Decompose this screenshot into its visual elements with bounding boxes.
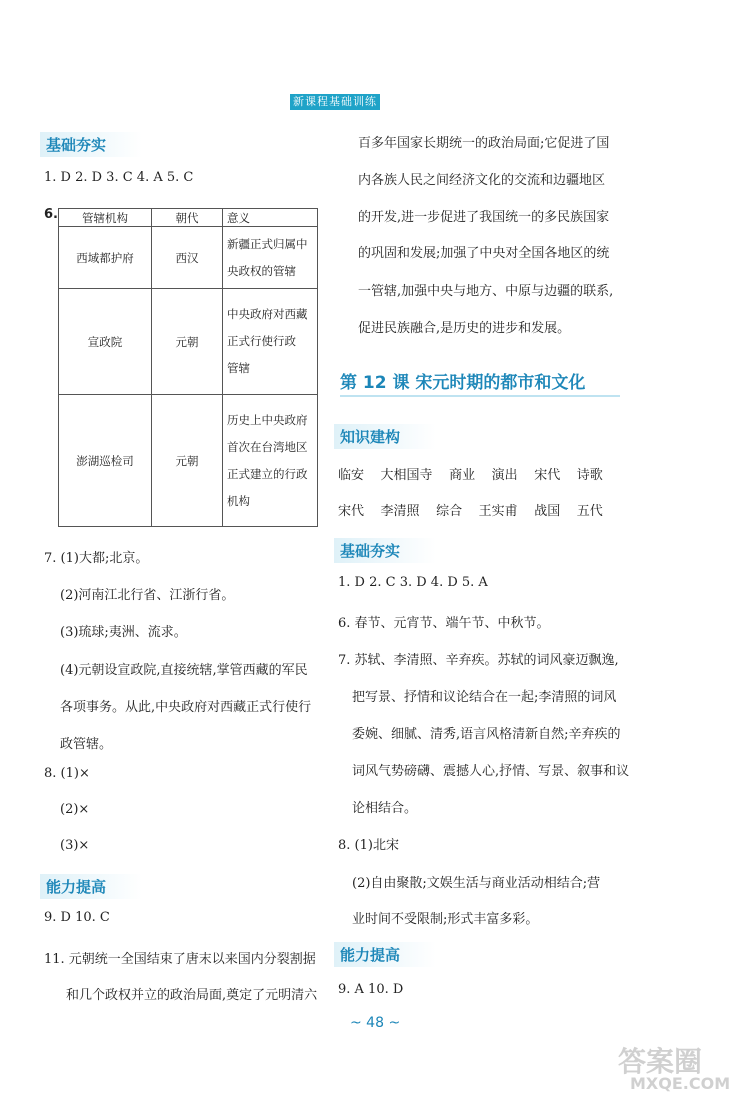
watermark-logo: 答案圈 — [618, 1045, 703, 1078]
knowledge-item: 李清照 — [380, 504, 420, 519]
knowledge-item: 综合 — [436, 504, 463, 519]
answer-q8-line: (3)× — [60, 838, 90, 853]
answer-q8-line: 8. (1)× — [44, 766, 90, 781]
table-cell-dynasty: 元朝 — [152, 395, 223, 527]
knowledge-row — [338, 464, 603, 483]
knowledge-item: 王实甫 — [478, 504, 518, 519]
knowledge-item: 临安 — [338, 468, 365, 483]
table-cell-dynasty: 西汉 — [152, 227, 223, 289]
answer-q7-line: 各项事务。从此,中央政府对西藏正式行使行 — [60, 700, 312, 715]
table-row — [59, 395, 318, 527]
meaning-line: 正式建立的行政 — [227, 466, 308, 481]
table-cell-org: 宣政院 — [59, 289, 152, 395]
table-cell-meaning — [223, 395, 318, 527]
answer-q11-line: 和几个政权并立的政治局面,奠定了元明清六 — [66, 988, 318, 1003]
knowledge-item: 大相国寺 — [380, 468, 433, 483]
answer-q7-right-line: 把写景、抒情和议论结合在一起;李清照的词风 — [352, 690, 617, 705]
section-title-basic: 基础夯实 — [40, 132, 142, 157]
answer-q7-line: (3)琉球;夷洲、流求。 — [60, 625, 187, 640]
knowledge-item: 宋代 — [338, 504, 365, 519]
meaning-line: 央政权的管辖 — [227, 263, 296, 278]
knowledge-item: 战国 — [534, 504, 561, 519]
header-tag: 新课程基础训练 — [290, 94, 380, 110]
knowledge-item: 演出 — [491, 468, 518, 483]
meaning-line: 中央政府对西藏 — [227, 307, 308, 321]
answer-q7-line: 7. (1)大都;北京。 — [44, 551, 149, 566]
knowledge-item: 诗歌 — [576, 468, 603, 483]
answer-q8-right-line: 业时间不受限制;形式丰富多彩。 — [352, 912, 539, 927]
watermark-url: MXQE.COM — [630, 1074, 731, 1093]
table-header-cell: 意义 — [223, 209, 318, 227]
table-row — [59, 227, 318, 289]
table-header-cell: 朝代 — [152, 209, 223, 227]
answer-q11-line: 11. 元朝统一全国结束了唐末以来国内分裂割据 — [44, 952, 316, 967]
section-title-ability-right: 能力提高 — [334, 942, 436, 967]
knowledge-item: 商业 — [449, 468, 476, 483]
answer-table — [58, 208, 318, 527]
section-title-knowledge: 知识建构 — [334, 424, 436, 449]
meaning-line: 历史上中央政府 — [227, 412, 308, 427]
meaning-line: 新疆正式归属中 — [227, 236, 308, 251]
answer-q8-right-line: (2)自由聚散;文娱生活与商业活动相结合;营 — [352, 876, 601, 891]
answer-q8-right-line: 8. (1)北宋 — [338, 838, 399, 853]
table-cell-org: 西域都护府 — [59, 227, 152, 289]
answer-q7-right-line: 委婉、细腻、清秀,语言风格清新自然;辛弃疾的 — [352, 727, 621, 742]
lesson-title-underline — [340, 395, 620, 397]
continuation-line: 百多年国家长期统一的政治局面;它促进了国 — [358, 136, 610, 151]
section-title-basic-right: 基础夯实 — [334, 538, 436, 563]
answer-q9-10-right: 9. A 10. D — [338, 982, 404, 997]
answer-q7-line: 政管辖。 — [60, 737, 113, 752]
table-row — [59, 289, 318, 395]
meaning-line: 正式行使行政 — [227, 334, 296, 348]
table-cell-meaning — [223, 227, 318, 289]
table-cell-org: 澎湖巡检司 — [59, 395, 152, 527]
answer-q7-right-line: 词风气势磅礴、震撼人心,抒情、写景、叙事和议 — [352, 764, 630, 779]
section-title-ability: 能力提高 — [40, 874, 142, 899]
knowledge-row — [338, 500, 603, 519]
answer-q6-right: 6. 春节、元宵节、端午节、中秋节。 — [338, 616, 550, 631]
table-cell-dynasty: 元朝 — [152, 289, 223, 395]
answer-q7-line: (4)元朝设宣政院,直接统辖,掌管西藏的军民 — [60, 663, 308, 678]
table-header-cell: 管辖机构 — [59, 209, 152, 227]
answer-q7-right-line: 7. 苏轼、李清照、辛弃疾。苏轼的词风豪迈飘逸, — [338, 653, 619, 668]
knowledge-item: 宋代 — [534, 468, 561, 483]
table-cell-meaning — [223, 289, 318, 395]
continuation-line: 的开发,进一步促进了我国统一的多民族国家 — [358, 210, 610, 225]
meaning-line: 管辖 — [227, 361, 250, 375]
answer-q1-5-right: 1. D 2. C 3. D 4. D 5. A — [338, 575, 488, 590]
page-number: ~ 48 ~ — [350, 1015, 401, 1031]
continuation-line: 促进民族融合,是历史的进步和发展。 — [358, 321, 571, 336]
question-6-number: 6. — [44, 207, 58, 222]
continuation-line: 内各族人民之间经济文化的交流和边疆地区 — [358, 173, 606, 188]
answer-q7-right-line: 论相结合。 — [352, 801, 418, 816]
continuation-line: 的巩固和发展;加强了中央对全国各地区的统 — [358, 246, 610, 261]
meaning-line: 首次在台湾地区 — [227, 439, 308, 454]
answer-q9-10: 9. D 10. C — [44, 910, 110, 925]
answer-q8-line: (2)× — [60, 802, 90, 817]
table-header-row — [59, 209, 318, 227]
continuation-line: 一管辖,加强中央与地方、中原与边疆的联系, — [358, 284, 614, 299]
answer-q1-5: 1. D 2. D 3. C 4. A 5. C — [44, 170, 194, 185]
lesson-title: 第 12 课 宋元时期的都市和文化 — [340, 373, 586, 393]
answer-q7-line: (2)河南江北行省、江浙行省。 — [60, 588, 235, 603]
knowledge-item: 五代 — [576, 504, 603, 519]
meaning-line: 机构 — [227, 493, 250, 508]
